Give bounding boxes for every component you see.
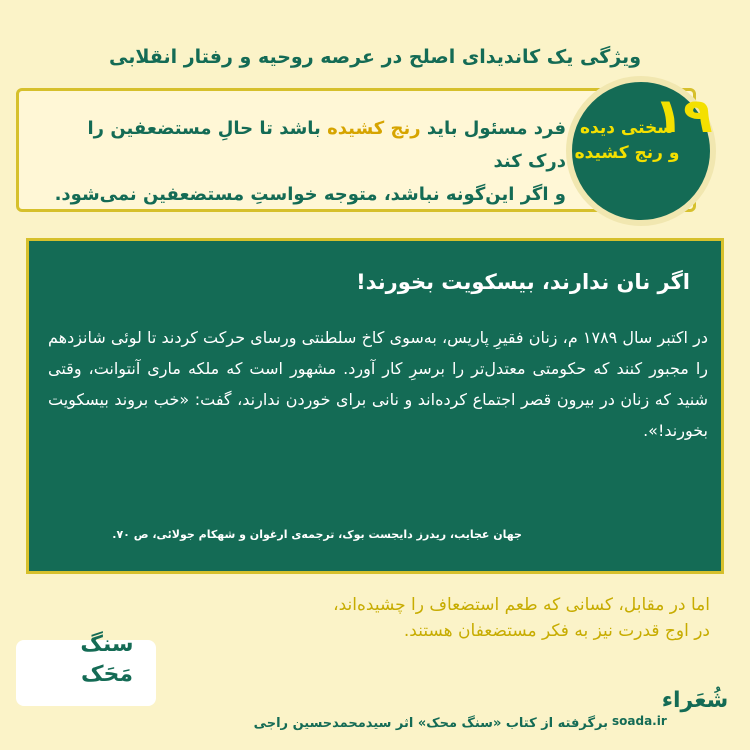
- caption-line1: سختی دیده: [580, 118, 674, 138]
- story-title: اگر نان ندارند، بیسکویت بخورند!: [356, 270, 690, 294]
- principle-highlight: رنج کشیده: [327, 118, 421, 139]
- conclusion: [330, 592, 710, 644]
- story-body: در اکتبر سال ۱۷۸۹ م، زنان فقیرِ پاریس، به‌سوی کاخ سلطنتی ورسای حرکت کردند تا لوئی شانزدهم را مجبور کنند که حکومتی معتدل‌تر را برسرِ کار آورد. مشهور است که ملکه ماری آنتوانت، وقتی شنید که زنان در بیرون قصر اجتماع کرده‌اند و نانی برای خوردن ندارند، گفت: «خب بروند بیسکویت بخورند!».: [48, 328, 708, 440]
- conclusion-line1: اما در مقابل، کسانی که طعم استضعاف را چشیده‌اند،: [333, 595, 710, 615]
- principle-caption: [572, 116, 682, 166]
- principle-number: ۱۹: [654, 88, 713, 144]
- brand-line2: مَحَک: [80, 662, 133, 687]
- brand-logo: [52, 630, 162, 690]
- story-citation: جهان عجایب، ریدرز دایجست بوک، ترجمه‌ی ارغوان و شهکام جولائی، ص ۷۰.: [112, 528, 522, 541]
- conclusion-line2: در اوج قدرت نیز به فکر مستضعفان هستند.: [403, 621, 710, 641]
- principle-text: [46, 112, 566, 211]
- publisher-url: soada.ir: [612, 714, 667, 728]
- principle-text-line2: و اگر این‌گونه نباشد، متوجه خواستِ مستضعفین نمی‌شود.: [54, 184, 566, 205]
- principle-text-part-b: باشد تا حالِ مستضعفین را درک کند: [87, 118, 566, 172]
- footer-credit: برگرفته از کتاب «سنگ محک» اثر سیدمحمدحسین راجی: [253, 716, 608, 731]
- principle-text-part-a: فرد مسئول باید: [420, 118, 566, 139]
- header-title: ویژگی یک کاندیدای اصلح در عرصه روحیه و رفتار انقلابی: [108, 46, 642, 68]
- brand-line1: سنگ: [80, 632, 134, 657]
- publisher-logo: شُعَراء: [661, 688, 729, 713]
- caption-line2: و رنج کشیده: [574, 143, 680, 163]
